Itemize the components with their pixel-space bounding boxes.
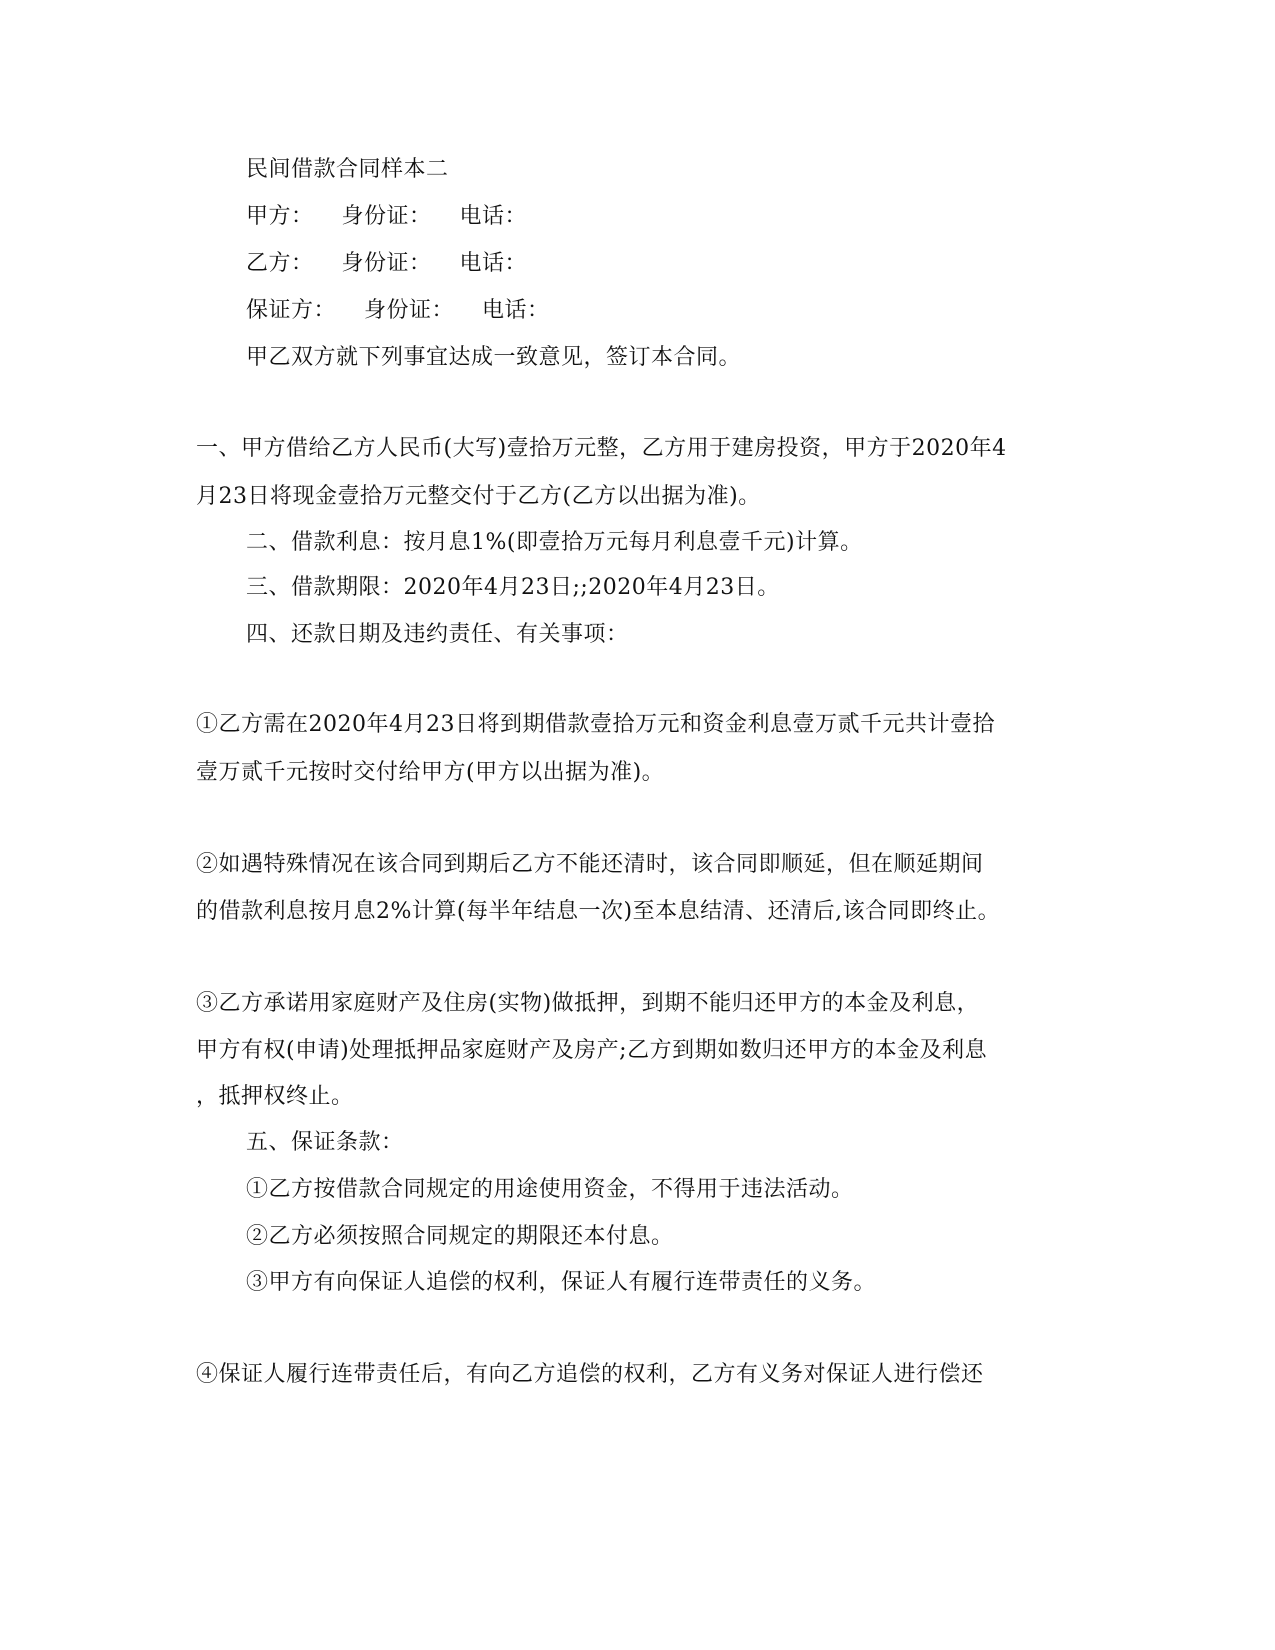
clause-3: 三、借款期限：2020年4月23日;;2020年4月23日。: [246, 575, 780, 600]
guarantor-id-label: 身份证：: [364, 298, 455, 323]
party-a-phone-label: 电话：: [459, 204, 528, 229]
clause-1-line-2: 月23日将现金壹拾万元整交付于乙方(乙方以出据为准)。: [196, 484, 761, 509]
party-b-line: [246, 249, 527, 279]
clause-2: 二、借款利息：按月息1%(即壹拾万元每月利息壹千元)计算。: [246, 530, 863, 555]
clause-5: 五、保证条款：: [246, 1130, 404, 1155]
clause-4: 四、还款日期及违约责任、有关事项：: [246, 622, 629, 647]
party-a-line: [246, 202, 527, 232]
guarantor-label: 保证方：: [246, 298, 337, 323]
party-b-id-label: 身份证：: [341, 251, 432, 276]
guarantor-line: [246, 296, 550, 326]
item-4-3-line-3: ，抵押权终止。: [196, 1084, 354, 1109]
party-b-label: 乙方：: [246, 251, 314, 276]
item-5-2: ②乙方必须按照合同规定的期限还本付息。: [246, 1224, 674, 1249]
party-a-id-label: 身份证：: [341, 204, 432, 229]
intro-paragraph: 甲乙双方就下列事宜达成一致意见，签订本合同。: [246, 345, 742, 370]
item-5-1: ①乙方按借款合同规定的用途使用资金，不得用于违法活动。: [246, 1177, 854, 1202]
item-4-1-line-1: ①乙方需在2020年4月23日将到期借款壹拾万元和资金利息壹万贰千元共计壹拾: [196, 712, 995, 737]
document-title: 民间借款合同样本二: [246, 157, 449, 182]
item-4-3-line-1: ③乙方承诺用家庭财产及住房(实物)做抵押，到期不能归还甲方的本金及利息，: [196, 991, 980, 1016]
item-5-3: ③甲方有向保证人追偿的权利，保证人有履行连带责任的义务。: [246, 1270, 877, 1295]
item-4-3-line-2: 甲方有权(申请)处理抵押品家庭财产及房产;乙方到期如数归还甲方的本金及利息: [196, 1038, 988, 1063]
item-4-1-line-2: 壹万贰千元按时交付给甲方(甲方以出据为准)。: [196, 760, 665, 785]
item-5-4-line-1: ④保证人履行连带责任后，有向乙方追偿的权利，乙方有义务对保证人进行偿还: [196, 1362, 984, 1387]
party-b-phone-label: 电话：: [459, 251, 528, 276]
guarantor-phone-label: 电话：: [482, 298, 550, 323]
item-4-2-line-1: ②如遇特殊情况在该合同到期后乙方不能还清时，该合同即顺延，但在顺延期间: [196, 852, 984, 877]
party-a-label: 甲方：: [246, 204, 314, 229]
item-4-2-line-2: 的借款利息按月息2%计算(每半年结息一次)至本息结清、还清后,该合同即终止。: [196, 899, 1001, 924]
clause-1-line-1: 一、甲方借给乙方人民币(大写)壹拾万元整，乙方用于建房投资，甲方于2020年4: [196, 436, 1007, 461]
